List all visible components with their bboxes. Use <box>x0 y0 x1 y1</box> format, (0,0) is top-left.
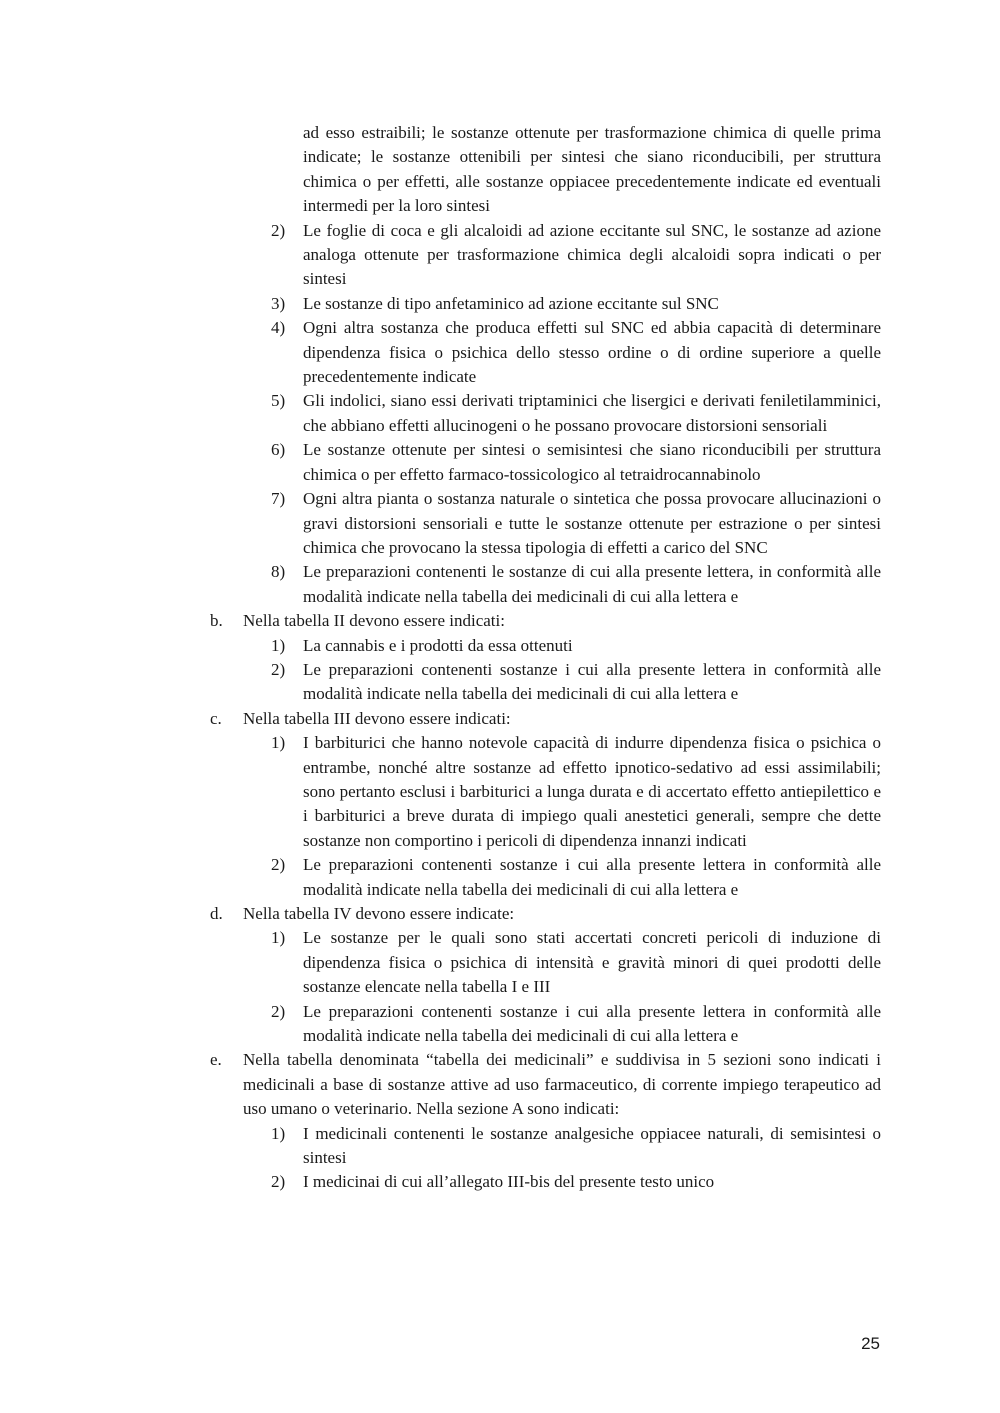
list-item-d-1 <box>271 926 881 999</box>
item-text: La cannabis e i prodotti da essa ottenuti <box>303 635 573 655</box>
section-d-heading <box>210 902 881 926</box>
list-item-e-2 <box>271 1170 881 1194</box>
item-marker: 5) <box>271 391 286 411</box>
item-marker: 4) <box>271 318 286 338</box>
section-marker: e. <box>210 1050 222 1070</box>
item-marker: 3) <box>271 293 286 313</box>
item-text: Le sostanze per le quali sono stati accertati concreti pericoli di induzione di dipendenza fisica o psichica di intensità e gravità minori di quei prodotti delle sostanze elencate nella tabella I e III <box>303 928 881 997</box>
item-marker: 1) <box>271 635 286 655</box>
item-text: Le preparazioni contenenti sostanze i cui alla presente lettera in conformità alle modalità indicate nella tabella dei medicinali di cui alla lettera e <box>303 1001 881 1046</box>
list-item-a-4 <box>271 316 881 389</box>
item-marker: 1) <box>271 1123 286 1143</box>
list-item-a-3 <box>271 292 881 316</box>
section-c-heading <box>210 707 881 731</box>
section-text: Nella tabella II devono essere indicati: <box>243 611 505 631</box>
item-marker: 7) <box>271 489 286 509</box>
continuation-paragraph: ad esso estraibili; le sostanze ottenute per trasformazione chimica di quelle prima indicate; le sostanze ottenibili per sintesi che siano riconducibili, per struttura chimica o per effetti, alle sostanze oppiacee precedentemente indicate ed eventuali intermedi per la loro sintesi <box>303 123 881 216</box>
section-text: Nella tabella denominata “tabella dei medicinali” e suddivisa in 5 sezioni sono indicati i medicinali a base di sostanze attive ad uso farmaceutico, di corrente impiego terapeutico ad uso umano o veterinario. Nella sezione A sono indicati: <box>243 1050 881 1119</box>
list-item-b-1 <box>271 634 881 658</box>
list-item-c-1 <box>271 731 881 853</box>
list-item-d-2 <box>271 1000 881 1049</box>
item-text: Le preparazioni contenenti sostanze i cui alla presente lettera in conformità alle modalità indicate nella tabella dei medicinali di cui alla lettera e <box>303 659 881 704</box>
section-b-heading <box>210 609 881 633</box>
item-text: Le sostanze di tipo anfetaminico ad azione eccitante sul SNC <box>303 293 719 313</box>
section-marker: d. <box>210 904 223 923</box>
item-text: Le preparazioni contenenti sostanze i cui alla presente lettera in conformità alle modalità indicate nella tabella dei medicinali di cui alla lettera e <box>303 855 881 899</box>
item-text: I barbiturici che hanno notevole capacità di indurre dipendenza fisica o psichica o entrambe, nonché altre sostanze ad effetto ipnotico-sedativo ad essi assimilabili; sono pertanto esclusi i barbiturici a lunga durata e di accertato effetto antiepilettico e i barbiturici a breve durata di impiego quali anestetici generali, sempre che dette sostanze non comportino i pericoli di dipendenza innanzi indicati <box>303 733 881 850</box>
item-marker: 2) <box>271 220 286 240</box>
list-item-b-2 <box>271 658 881 707</box>
list-item-a-6 <box>271 438 881 487</box>
item-marker: 8) <box>271 562 286 582</box>
section-text: Nella tabella III devono essere indicati: <box>243 708 511 728</box>
document-body <box>0 121 1000 1195</box>
section-text: Nella tabella IV devono essere indicate: <box>243 904 515 923</box>
list-item-a-7 <box>271 487 881 560</box>
section-e-heading <box>210 1048 881 1121</box>
item-marker: 2) <box>271 855 286 875</box>
item-marker: 6) <box>271 440 286 460</box>
list-item-a-2 <box>271 219 881 292</box>
item-text: Gli indolici, siano essi derivati triptaminici che lisergici e derivati feniletilamminici, che abbiano effetti allucinogeni o he possano provocare distorsioni sensoriali <box>303 391 881 435</box>
item-text: Ogni altra pianta o sostanza naturale o sintetica che possa provocare allucinazioni o gravi distorsioni sensoriali e tutte le sostanze ottenute per estrazione o per sintesi chimica che provocano la stessa tipologia di effetti a carico del SNC <box>303 489 881 557</box>
item-marker: 2) <box>271 1172 286 1192</box>
item-text: Le foglie di coca e gli alcaloidi ad azione eccitante sul SNC, le sostanze ad azione analoga ottenute per trasformazione chimica degli alcaloidi sopra indicati o per sintesi <box>303 220 881 289</box>
page-number: 25 <box>861 1334 880 1353</box>
item-marker: 2) <box>271 1001 286 1021</box>
item-text: I medicinali contenenti le sostanze analgesiche oppiacee naturali, di semisintesi o sintesi <box>303 1123 881 1168</box>
list-item-a-5 <box>271 389 881 438</box>
section-marker: b. <box>210 611 223 631</box>
item-text: Ogni altra sostanza che produca effetti sul SNC ed abbia capacità di determinare dipendenza fisica o psichica dello stesso ordine o di ordine superiore a quelle precedentemente indicate <box>303 318 881 387</box>
item-marker: 1) <box>271 733 286 753</box>
item-marker: 2) <box>271 659 286 679</box>
section-marker: c. <box>210 708 222 728</box>
list-item-e-1 <box>271 1122 881 1171</box>
item-text: Le preparazioni contenenti le sostanze di cui alla presente lettera, in conformità alle modalità indicate nella tabella dei medicinali di cui alla lettera e <box>303 562 881 606</box>
list-item-a-8 <box>271 560 881 609</box>
list-item-c-2 <box>271 853 881 902</box>
item-text: I medicinai di cui all’allegato III-bis del presente testo unico <box>303 1172 715 1192</box>
item-text: Le sostanze ottenute per sintesi o semisintesi che siano riconducibili per struttura chimica o per effetto farmaco-tossicologico al tetraidrocannabinolo <box>303 440 881 484</box>
item-marker: 1) <box>271 928 286 948</box>
